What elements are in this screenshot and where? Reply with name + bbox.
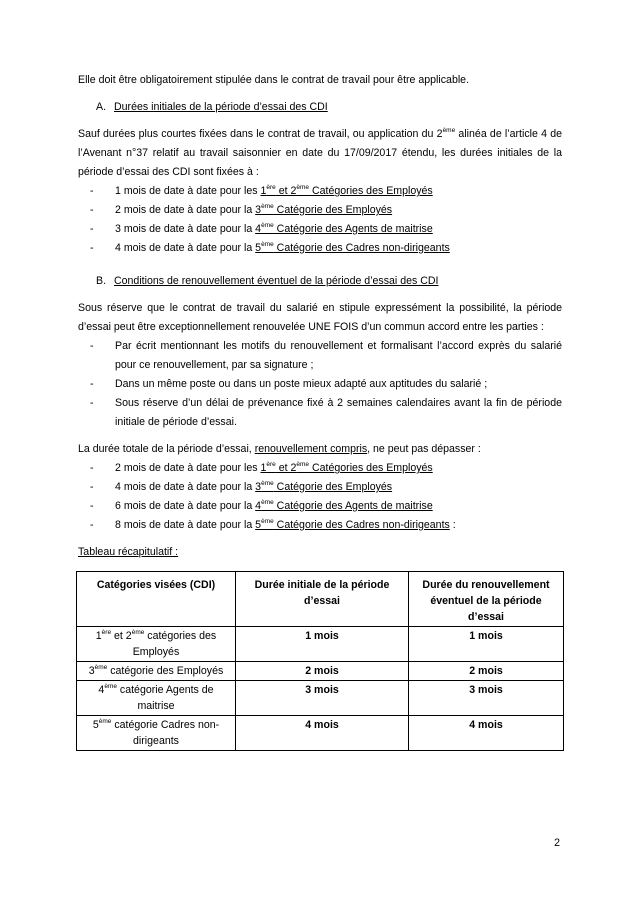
renewal-duration-cell: 2 mois — [409, 662, 564, 681]
cell-part: 1 — [95, 630, 102, 642]
condition-text: Dans un même poste ou dans un poste mieux adapté aux aptitudes du salarié ; — [115, 378, 488, 390]
total-text: , ne peut pas dépasser : — [367, 443, 481, 455]
link-sup: ème — [261, 499, 274, 506]
dash-bullet: - — [90, 223, 94, 235]
link-part: Catégorie des Employés — [273, 204, 393, 216]
link-part: Catégorie des Cadres non-dirigeants — [273, 519, 450, 531]
section-b-letter: B. — [96, 275, 107, 287]
item-suffix: : — [449, 519, 456, 531]
link-part: 3 — [255, 481, 262, 493]
table-row — [77, 681, 564, 716]
intro-paragraph: Elle doit être obligatoirement stipulée dans le contrat de travail pour être applicable. — [78, 74, 470, 86]
initial-durations-list — [78, 182, 562, 258]
category-link — [255, 204, 392, 216]
list-item — [78, 497, 562, 516]
header-cell: Catégories visées (CDI) — [77, 572, 236, 627]
table-row — [77, 716, 564, 751]
dash-bullet: - — [90, 397, 94, 409]
category-cell — [77, 716, 236, 751]
list-item — [78, 459, 562, 478]
link-part: 5 — [255, 519, 262, 531]
category-link — [260, 462, 432, 474]
link-part: Catégories des Employés — [309, 185, 433, 197]
item-text: 2 mois de date à date pour les — [115, 462, 261, 474]
dash-bullet: - — [90, 519, 94, 531]
link-part: 4 — [255, 500, 262, 512]
item-text: 1 mois de date à date pour les — [115, 185, 261, 197]
condition-text: Par écrit mentionnant les motifs du renouvellement et formalisant l’accord exprès du salarié pour ce renouvellement, par sa signature ; — [115, 340, 562, 371]
category-link — [255, 519, 450, 531]
link-sup: ème — [296, 184, 310, 191]
dash-bullet: - — [90, 378, 94, 390]
cell-sup: ème — [104, 683, 117, 690]
link-part: Catégories des Employés — [309, 462, 433, 474]
link-part: 5 — [255, 242, 262, 254]
cell-part: 4 — [98, 684, 105, 696]
link-part: et 2 — [275, 462, 297, 474]
item-text: 8 mois de date à date pour la — [115, 519, 256, 531]
item-text: 4 mois de date à date pour la — [115, 481, 256, 493]
dash-bullet: - — [90, 500, 94, 512]
link-part: 4 — [255, 223, 262, 235]
cell-part: catégorie des Employés — [107, 665, 224, 677]
section-b-title: Conditions de renouvellement éventuel de la période d’essai des CDI — [114, 275, 439, 287]
category-link — [260, 185, 432, 197]
dash-bullet: - — [90, 185, 94, 197]
list-item — [78, 239, 562, 258]
link-part: Catégorie des Agents de maitrise — [273, 223, 433, 235]
page-number: 2 — [554, 837, 560, 849]
link-sup: ème — [261, 222, 274, 229]
cell-part: catégories des Employés — [132, 630, 217, 658]
dash-bullet: - — [90, 481, 94, 493]
list-item — [78, 516, 562, 535]
link-part: 1 — [260, 185, 267, 197]
renewal-duration-cell: 3 mois — [409, 681, 564, 716]
link-sup: ère — [266, 184, 276, 191]
cell-part: et 2 — [111, 630, 132, 642]
condition-text: Sous réserve d’un délai de prévenance fixé à 2 semaines calendaires avant la fin de période initiale de période d’essai. — [115, 397, 562, 428]
link-sup: ème — [296, 461, 310, 468]
cell-sup: ème — [98, 718, 112, 725]
section-a-paragraph-part-1: Sauf durées plus courtes fixées dans le contrat de travail, ou application du 2 — [78, 128, 443, 140]
total-durations-list — [78, 459, 562, 535]
initial-duration-cell: 1 mois — [236, 627, 409, 662]
summary-table — [76, 571, 564, 751]
link-sup: ème — [261, 203, 274, 210]
category-link — [255, 500, 433, 512]
list-item — [78, 478, 562, 497]
item-text: 2 mois de date à date pour la — [115, 204, 256, 216]
renewal-conditions-list — [78, 337, 562, 432]
renewal-duration-cell: 4 mois — [409, 716, 564, 751]
dash-bullet: - — [90, 462, 94, 474]
link-part: Catégorie des Cadres non-dirigeants — [273, 242, 450, 254]
list-item — [78, 182, 562, 201]
cell-part: 5 — [92, 719, 99, 731]
initial-duration-cell: 2 mois — [236, 662, 409, 681]
page-content — [78, 71, 562, 751]
section-b-paragraph: Sous réserve que le contrat de travail du salarié en stipule expressément la possibilité, la période d’essai peut être exceptionnellement renouvelée UNE FOIS d’un commun accord entre les parties : — [78, 302, 562, 333]
list-item — [78, 201, 562, 220]
cell-sup: ème — [131, 629, 145, 636]
link-part: Catégorie des Agents de maitrise — [273, 500, 433, 512]
section-a-paragraph — [78, 125, 562, 182]
section-a-paragraph-part-2: alinéa de l’article 4 de l’Avenant n°37 relatif au travail saisonnier en date du 17/09/2017 étendu, les durées initiales de la période d’essai des CDI sont fixées à : — [78, 128, 563, 178]
category-link — [255, 481, 392, 493]
cell-part: catégorie Cadres non-dirigeants — [111, 719, 220, 747]
list-item — [78, 375, 562, 394]
total-text: La durée totale de la période d’essai, — [78, 443, 255, 455]
list-item — [78, 220, 562, 239]
category-cell — [77, 627, 236, 662]
dash-bullet: - — [90, 242, 94, 254]
section-a-heading — [78, 98, 562, 117]
initial-duration-cell: 3 mois — [236, 681, 409, 716]
cell-sup: ème — [94, 664, 108, 671]
section-a-paragraph-sup: ème — [442, 127, 456, 134]
section-b-heading — [78, 272, 562, 291]
link-sup: ème — [261, 518, 274, 525]
total-duration-paragraph — [78, 440, 562, 459]
dash-bullet: - — [90, 340, 94, 352]
table-caption — [78, 543, 562, 562]
list-item — [78, 337, 562, 375]
cell-sup: ère — [101, 629, 112, 636]
link-part: et 2 — [275, 185, 297, 197]
category-link — [255, 223, 433, 235]
category-link — [255, 242, 450, 254]
cell-part: catégorie Agents de maitrise — [116, 684, 214, 712]
initial-duration-cell: 4 mois — [236, 716, 409, 751]
link-sup: ème — [261, 241, 274, 248]
category-cell — [77, 681, 236, 716]
link-part: 1 — [260, 462, 267, 474]
link-sup: ère — [266, 461, 276, 468]
link-part: 3 — [255, 204, 262, 216]
renewal-included-link: renouvellement compris — [254, 443, 368, 455]
link-part: Catégorie des Employés — [273, 481, 393, 493]
section-a-letter: A. — [96, 101, 107, 113]
renewal-duration-cell: 1 mois — [409, 627, 564, 662]
table-header-row — [77, 572, 564, 627]
link-sup: ème — [261, 480, 274, 487]
item-text: 6 mois de date à date pour la — [115, 500, 256, 512]
header-cell: Durée initiale de la période d’essai — [236, 572, 409, 627]
dash-bullet: - — [90, 204, 94, 216]
table-caption-text: Tableau récapitulatif : — [78, 546, 179, 558]
header-cell: Durée du renouvellement éventuel de la période d’essai — [409, 572, 564, 627]
section-a-title: Durées initiales de la période d’essai des CDI — [114, 101, 328, 113]
list-item — [78, 394, 562, 432]
category-cell — [77, 662, 236, 681]
item-text: 3 mois de date à date pour la — [115, 223, 256, 235]
table-row — [77, 627, 564, 662]
cell-part: 3 — [88, 665, 95, 677]
item-text: 4 mois de date à date pour la — [115, 242, 256, 254]
table-row — [77, 662, 564, 681]
